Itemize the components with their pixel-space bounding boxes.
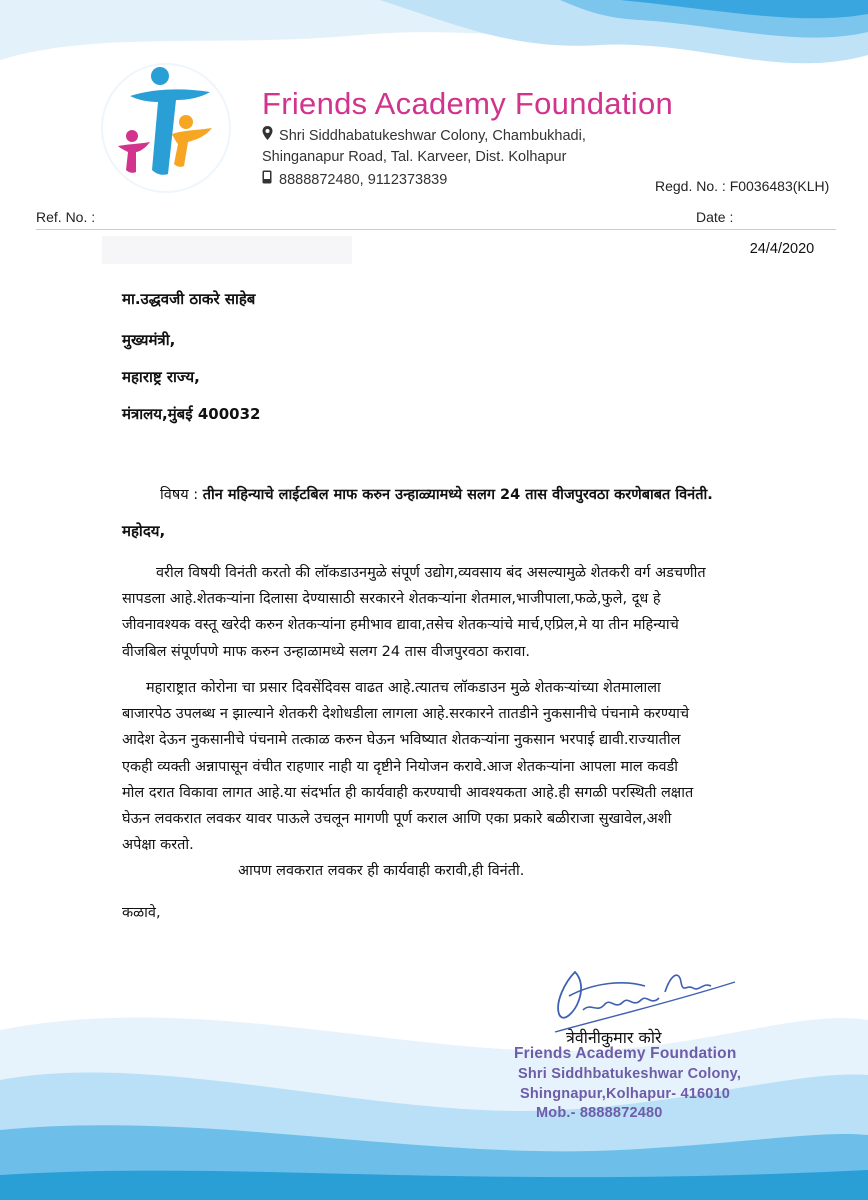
stamp-line-3: Shingnapur,Kolhapur- 416010 [520,1086,731,1102]
paragraph-2-line: एकही व्यक्ती अन्नापासून वंचीत राहणार नाही या दृष्टीने नियोजन करावे.आज शेतकऱ्यांना आपला माल कवडी [122,758,679,775]
paragraph-1-line: जीवनावश्यक वस्तू खरेदी करुन शेतकऱ्यांना हमीभाव द्यावा,तसेच शेतकऱ्यांचे मार्च,एप्रिल,मे या तीन महिन्याचे [122,617,679,634]
letterhead-phones [262,170,447,188]
phones-text: 8888872480, 9112373839 [279,172,448,188]
signer-name: त्रेवीनीकुमार कोरे [566,1028,662,1047]
registration-number: Regd. No. : F0036483(KLH) [655,178,830,194]
stamp-line-1: Friends Academy Foundation [514,1045,737,1062]
recipient-line-2: मुख्यमंत्री, [122,331,176,349]
paragraph-2-line: आदेश देऊन नुकसानीचे पंचनामे तत्काळ करुन घेऊन भविष्यात शेतकऱ्यांना नुकसान भरपाई द्यावी.राज्यातील [122,732,681,749]
date-label: Date : [696,209,734,225]
address-line-2-text: Shinganapur Road, Tal. Karveer, Dist. Kolhapur [262,149,567,165]
salutation: महोदय, [122,522,166,540]
stamp-line-4: Mob.- 8888872480 [536,1105,663,1121]
letterhead-address-2 [262,149,566,165]
body-paragraph-2 [122,675,822,858]
paragraph-2-line: अपेक्षा करतो. [122,837,194,854]
stamp-line-2: Shri Siddhbatukeshwar Colony, [518,1066,742,1082]
address-line-1-text: Shri Siddhabatukeshwar Colony, Chambukhadi, [279,128,586,144]
closing-request: आपण लवकरात लवकर ही कार्यवाही करावी,ही विनंती. [238,863,525,879]
phone-icon [262,170,275,188]
recipient-line-3: महाराष्ट्र राज्य, [122,368,200,386]
body-paragraph-1 [122,560,822,665]
paragraph-2-line: घेऊन लवकरात लवकर यावर पाऊले उचलून मागणी पूर्ण कराल आणि एका प्रकारे बळीराजा सुखावेल,अशी [122,811,672,828]
subject-label: विषय : [160,487,199,503]
paragraph-2-line: महाराष्ट्रात कोरोना चा प्रसार दिवसेंदिवस वाढत आहे.त्यातच लॉकडाउन मुळे शेतकऱ्यांच्या शेतमालाला [146,680,661,696]
sign-off: कळावे, [122,905,161,921]
header-divider [36,229,836,230]
subject-text: तीन महिन्याचे लाईटबिल माफ करुन उन्हाळ्यामध्ये सलग 24 तास वीजपुरवठा करणेबाबत विनंती. [202,487,713,503]
paragraph-1-line: वीजबिल संपूर्णपणे माफ करुन उन्हाळामध्ये सलग 24 तास वीजपुरवठा करावा. [122,643,530,660]
paragraph-2-line: बाजारपेठ उपलब्ध न झाल्याने शेतकरी देशोधडीला लागला आहे.सरकारने तातडीने नुकसानीचे पंचनामे करण्याचे [122,706,690,723]
location-pin-icon [262,126,275,144]
organization-name: Friends Academy Foundation [262,86,674,121]
foundation-logo [100,62,232,194]
letterhead-address-1 [262,126,586,144]
paragraph-1-line: वरील विषयी विनंती करतो की लॉकडाउनमुळे संपूर्ण उद्योग,व्यवसाय बंद असल्यामुळे शेतकरी वर्ग अडचणीत [156,565,706,581]
subject-line [160,484,713,504]
redacted-ref-number [102,236,352,264]
letter-date: 24/4/2020 [733,233,831,266]
recipient-line-4: मंत्रालय,मुंबई 400032 [122,405,261,423]
paragraph-2-line: मोल दरात विकावा लागत आहे.या संदर्भात ही कार्यवाही करण्याची आवश्यकता आहे.ही सगळी परस्थिती लक्षात [122,784,694,801]
ref-no-label: Ref. No. : [36,209,96,225]
paragraph-1-line: सापडला आहे.शेतकऱ्यांना दिलासा देण्यासाठी सरकारने शेतकऱ्यांना शेतमाल,भाजीपाला,फळे,फुले, दूध हे [122,591,661,608]
recipient-line-1: मा.उद्धवजी ठाकरे साहेब [122,290,256,308]
